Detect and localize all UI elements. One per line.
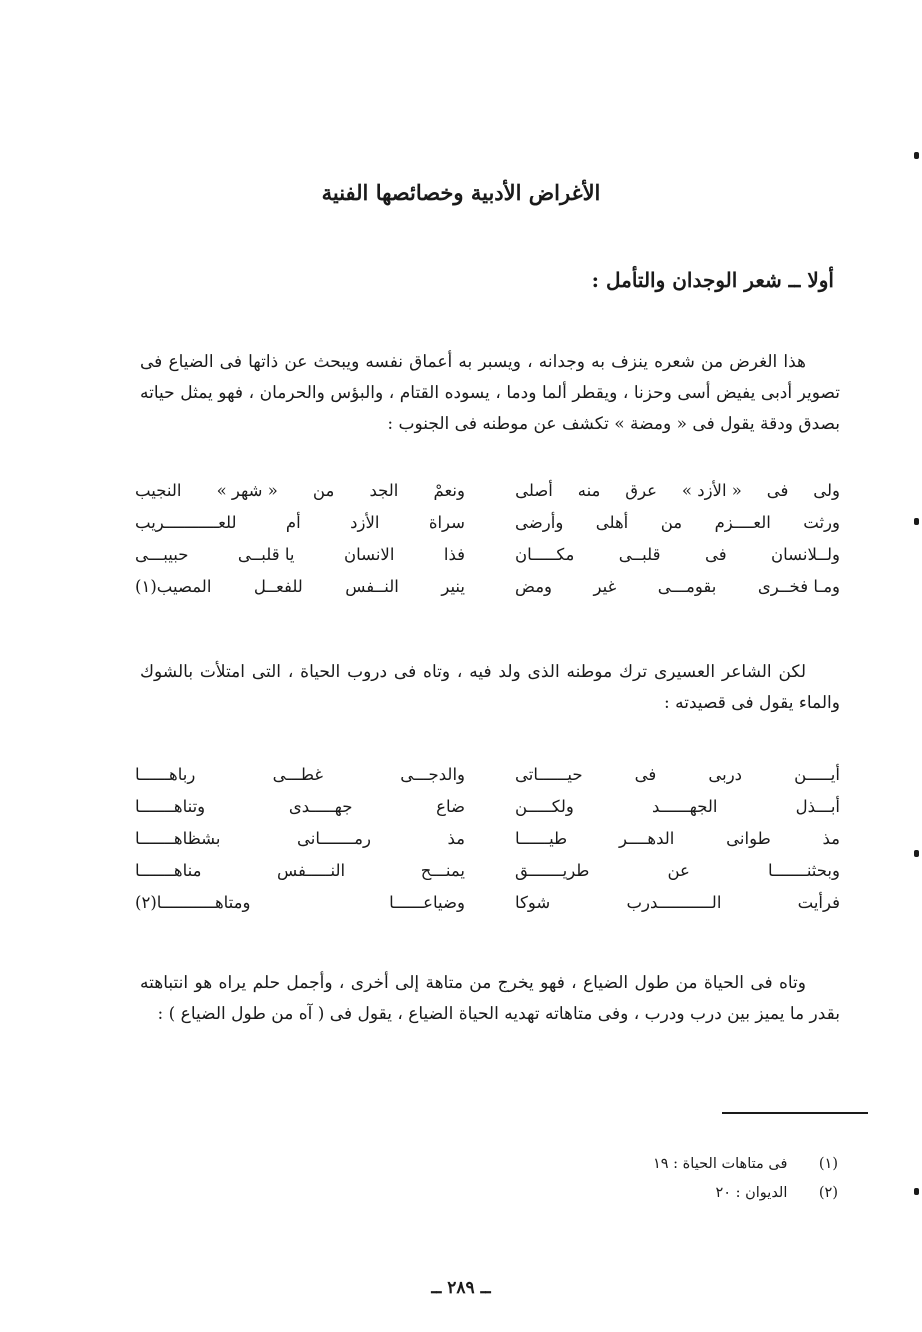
verse-word: عرق: [625, 481, 658, 500]
verse-word: حبيبـــى: [135, 545, 189, 564]
verse-word: مكـــــان: [515, 545, 575, 564]
verse-second-hemistich: [135, 829, 465, 848]
verse-word: ضاع: [436, 797, 465, 816]
verse-word: النجيب: [135, 481, 182, 500]
page-title: الأغراض الأدبية وخصائصها الفنية: [321, 180, 601, 205]
verse-word: ومض: [515, 577, 553, 596]
verse-word: ونعمْ: [433, 481, 465, 500]
verse-word: طيــــــا: [515, 829, 568, 848]
verse-word: ولكـــــن: [515, 797, 574, 816]
verse-word: والدجـــى: [400, 765, 465, 784]
verse-word: جهـــــدى: [288, 797, 353, 816]
verse-word: سراة: [428, 513, 465, 532]
verse-word: عن: [667, 861, 690, 880]
verse-word: رمـــــــانى: [296, 829, 371, 848]
verse-word: الجهــــــد: [651, 797, 718, 816]
verse-word: وتناهـــــــا: [135, 797, 206, 816]
verse-word: أم: [285, 513, 301, 532]
verse-word: فى: [704, 545, 727, 564]
verse-word: « شهر »: [216, 481, 278, 500]
paragraph-intro: [140, 347, 840, 440]
verse-second-hemistich: [135, 481, 465, 500]
verse-second-hemistich: [135, 513, 465, 532]
verse-word: الانسان: [343, 545, 395, 564]
scan-edge-mark: [914, 1188, 919, 1195]
verse-line: [135, 861, 840, 893]
verse-word: للعـــــــــــريب: [135, 513, 237, 532]
verse-word: بقومـــى: [657, 577, 717, 596]
verse-word: غطـــى: [272, 765, 324, 784]
verse-word: ولــلانسان: [771, 545, 840, 564]
verse-word: مناهـــــــا: [135, 861, 202, 880]
verse-word: بشظاهـــــــا: [135, 829, 221, 848]
verse-word: طريـــــــق: [515, 861, 590, 880]
verse-first-hemistich: [515, 513, 840, 532]
verse-word: وأرضى: [515, 513, 564, 532]
verse-first-hemistich: [515, 861, 840, 880]
paragraph-closing: [140, 968, 840, 1030]
verse-word: غير: [593, 577, 617, 596]
verse-word: حيــــــاتى: [515, 765, 583, 784]
verse-word: فى: [634, 765, 657, 784]
verse-word: وبحثنـــــــا: [767, 861, 840, 880]
verse-second-hemistich: [135, 861, 465, 880]
verse-word: وضياعــــــا: [389, 893, 465, 912]
verse-word: الأزد: [350, 513, 380, 532]
verse-second-hemistich: [135, 765, 465, 784]
footnote-text: فى متاهات الحياة : ١٩: [653, 1156, 788, 1172]
verse-word: أبـــذل: [795, 797, 840, 816]
page-number: ــ ٢٨٩ ــ: [431, 1278, 491, 1298]
verse-word: ومـا فخــرى: [757, 577, 840, 596]
verse-word: أهلى: [595, 513, 629, 532]
verse-line: [135, 829, 840, 861]
verse-line: [135, 765, 840, 797]
verse-line: [135, 513, 840, 545]
verse-word: الـــــــــــدرب: [626, 893, 722, 912]
verse-word: ورثت: [803, 513, 840, 532]
verse-word: مذ: [447, 829, 465, 848]
verse-word: رباهــــــا: [135, 765, 196, 784]
verse-word: للفعــل: [253, 577, 303, 596]
verse-first-hemistich: [515, 545, 840, 564]
verse-line: [135, 481, 840, 513]
verse-word: العــــزم: [714, 513, 771, 532]
verse-word: الدهــــر: [618, 829, 675, 848]
verse-line: [135, 893, 840, 925]
verse-word: ولى: [813, 481, 840, 500]
paragraph-text: لكن الشاعر العسيرى ترك موطنه الذى ولد فيه ، وتاه فى دروب الحياة ، التى امتلأت بالشوك والماء يقول فى قصيدته :: [140, 662, 840, 713]
verse-first-hemistich: [515, 577, 840, 596]
footnote-separator: [722, 1112, 868, 1114]
verse-word: المصيب(١): [135, 577, 212, 596]
section-heading: أولا ــ شعر الوجدان والتأمل :: [591, 268, 834, 292]
verse-word: شوكا: [515, 893, 551, 912]
verse-word: من: [312, 481, 335, 500]
footnote-number: (٢): [818, 1185, 838, 1201]
paragraph-transition: [140, 657, 840, 719]
verse-second-hemistich: [135, 545, 465, 564]
footnote-1: [653, 1150, 838, 1179]
poem-1: [135, 481, 840, 609]
footnotes: [653, 1150, 838, 1208]
scan-edge-mark: [914, 850, 919, 857]
verse-word: أصلى: [515, 481, 553, 500]
scan-edge-mark: [914, 152, 919, 159]
verse-word: من: [660, 513, 683, 532]
verse-word: طوانى: [726, 829, 771, 848]
verse-first-hemistich: [515, 797, 840, 816]
verse-line: [135, 545, 840, 577]
footnote-text: الديوان : ٢٠: [715, 1185, 788, 1201]
verse-word: ينير: [441, 577, 465, 596]
verse-second-hemistich: [135, 797, 465, 816]
verse-first-hemistich: [515, 829, 840, 848]
scan-edge-mark: [914, 518, 919, 525]
verse-word: أيـــــن: [794, 765, 840, 784]
footnote-number: (١): [818, 1156, 838, 1172]
verse-word: دربى: [708, 765, 743, 784]
footnote-2: [653, 1179, 838, 1208]
verse-second-hemistich: [135, 577, 465, 596]
verse-word: النـــــفس: [277, 861, 346, 880]
verse-word: فذا: [443, 545, 465, 564]
paragraph-text: وتاه فى الحياة من طول الضياع ، فهو يخرج من متاهة إلى أخرى ، وأجمل حلم يراه هو انتباهته بقدر ما يميز بين درب ودرب ، وفى متاهاته تهديه الحياة الضياع ، يقول فى ( آه من طول الضياع ) :: [140, 973, 840, 1024]
verse-first-hemistich: [515, 481, 840, 500]
verse-word: يمنـــح: [420, 861, 465, 880]
verse-first-hemistich: [515, 893, 840, 912]
verse-word: منه: [577, 481, 601, 500]
verse-line: [135, 577, 840, 609]
verse-word: مذ: [822, 829, 840, 848]
verse-first-hemistich: [515, 765, 840, 784]
verse-word: فى: [766, 481, 789, 500]
poem-2: [135, 765, 840, 925]
verse-line: [135, 797, 840, 829]
paragraph-text: هذا الغرض من شعره ينزف به وجدانه ، ويسبر به أعماق نفسه ويبحث عن ذاتها فى الضياع فى تصوير أدبى يفيض أسى وحزنا ، ويقطر ألما ودما ، يسوده القتام ، والبؤس والحرمان ، فهو يمثل حياته بصدق ودقة يقول فى « ومضة » تكشف عن موطنه فى الجنوب :: [140, 352, 840, 434]
verse-word: « الأزد »: [681, 481, 742, 500]
verse-word: فرأيت: [797, 893, 840, 912]
verse-word: الجد: [369, 481, 399, 500]
verse-second-hemistich: [135, 893, 465, 912]
verse-word: النــفس: [345, 577, 399, 596]
verse-word: قلبــى: [618, 545, 661, 564]
verse-word: يا قلبــى: [237, 545, 295, 564]
verse-word: ومتاهـــــــــــا(٢): [135, 893, 251, 912]
